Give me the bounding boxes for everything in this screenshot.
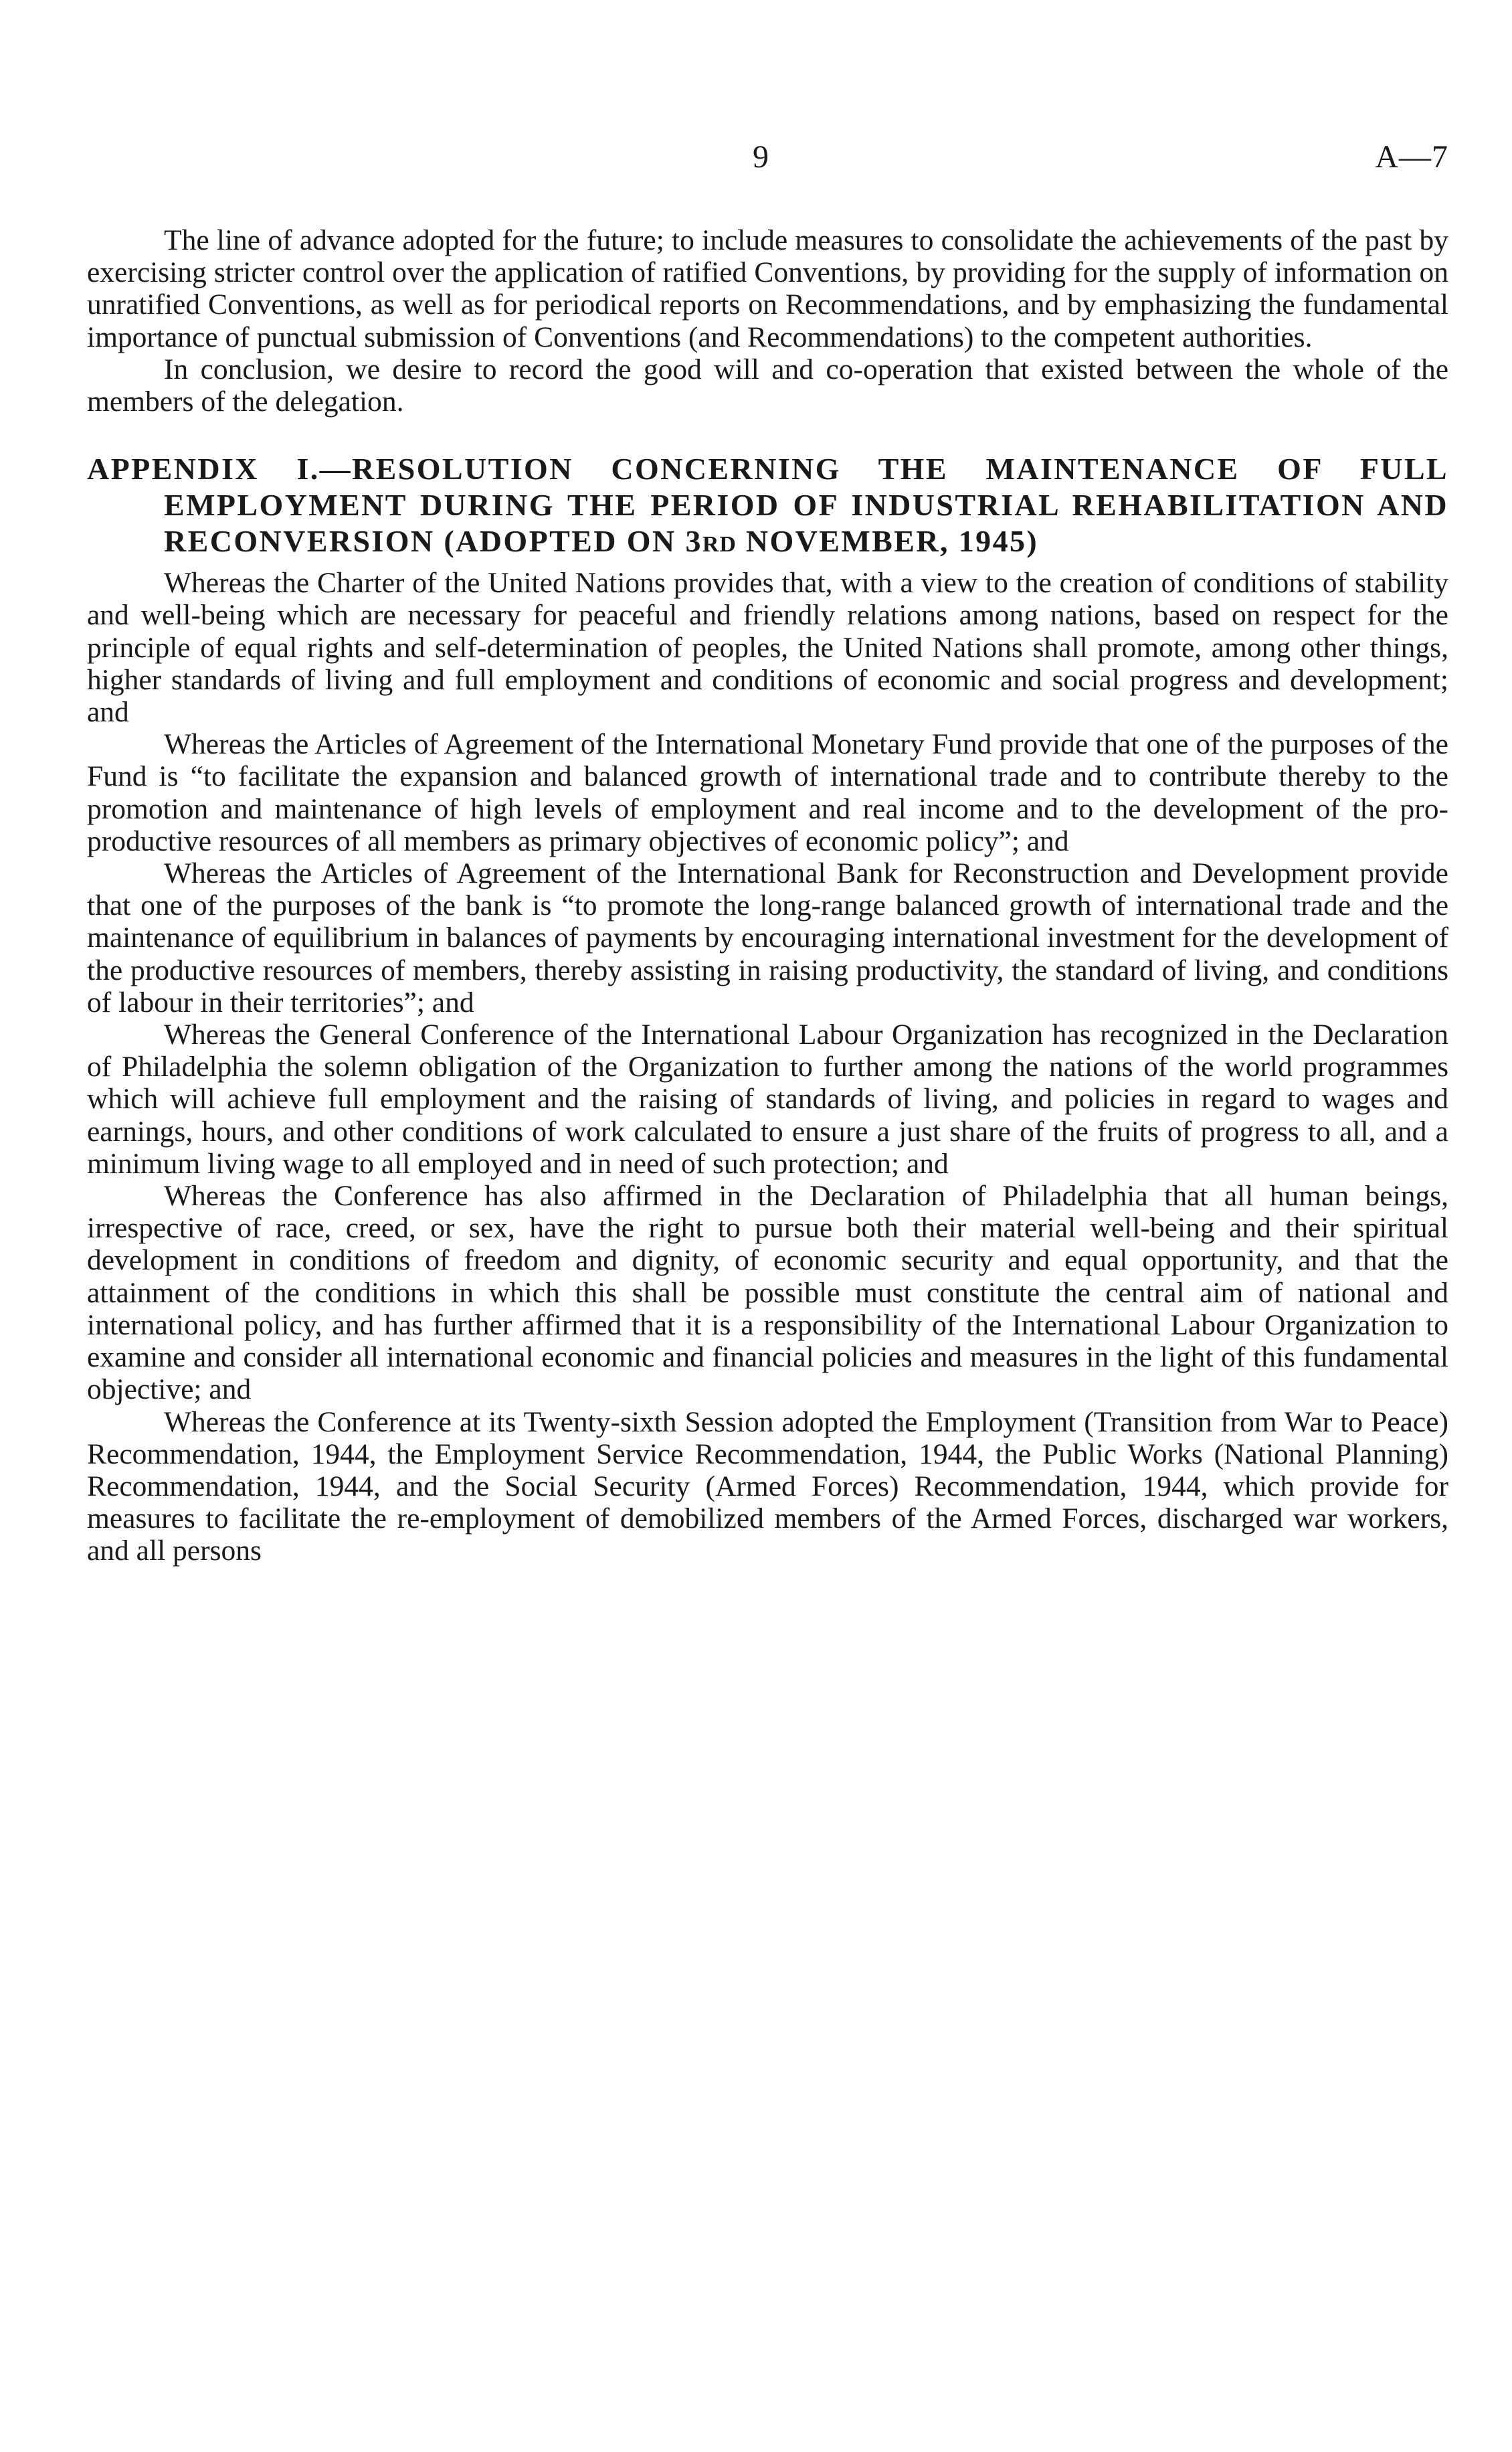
whereas-paragraph-4: Whereas the General Conference of the International Labour Organization has recognized in the Declaration of Philadelphia the solemn obligation of the Organization to further among the nations of the world programmes which will achieve full employment and the raising of standards of living, and policies in regard to wages and earnings, hours, and other conditions of work calculated to ensure a just share of the fruits of progress to all, and a minimum living wage to all employed and in need of such protection; and [87,1019,1448,1180]
appendix-heading-tail: NOVEMBER, 1945) [736,524,1039,559]
appendix-heading-ordinal: RD [702,532,737,557]
running-head [0,137,1512,177]
document-body [87,224,1448,1567]
whereas-paragraph-3: Whereas the Articles of Agreement of the International Bank for Reconstruction and Development provide that one of the purposes of the bank is “to promote the long-range balanced growth of international trade and the maintenance of equilibrium in balances of payments by encouraging international investment for the development of the productive resources of members, thereby assisting in raising productivity, the standard of living, and conditions of labour in their territories”; and [87,857,1448,1019]
series-reference: A—7 [1375,139,1448,175]
whereas-paragraph-2: Whereas the Articles of Agreement of the International Monetary Fund provide that one of the purposes of the Fund is “to facilitate the expansion and balanced growth of international trade and to contribute thereby to the promotion and maintenance of high levels of employment and real income and to the development of the pro-productive resources of all members as primary objectives of economic policy”; and [87,728,1448,857]
section-gap [87,418,1448,451]
whereas-paragraph-6: Whereas the Conference at its Twenty-sixth Session adopted the Employment (Transition from War to Peace) Recommendation, 1944, the Employment Service Recommendation, 1944, the Public Works (National Planning) Recommendation, 1944, and the Social Security (Armed Forces) Recommendation, 1944, which provide for measures to facilitate the re-employment of demobilized members of the Armed Forces, discharged war workers, and all persons [87,1405,1448,1567]
appendix-heading [87,451,1448,563]
intro-paragraph-1: The line of advance adopted for the future; to include measures to consolidate the achievements of the past by exercising stricter control over the application of ratified Conventions, by providing for the supply of information on unratified Conventions, as well as for periodical reports on Recommendations, and by emphasizing the fundamental importance of punctual submission of Conventions (and Recommendations) to the competent authorities. [87,224,1448,353]
page-number: 9 [753,139,769,175]
intro-paragraph-2: In conclusion, we desire to record the good will and co-operation that existed between the whole of the members of the delegation. [87,353,1448,418]
whereas-paragraph-1: Whereas the Charter of the United Nations provides that, with a view to the creation of conditions of stability and well-being which are necessary for peaceful and friendly relations among nations, based on respect for the principle of equal rights and self-determination of peoples, the United Nations shall promote, among other things, higher standards of living and full employment and conditions of economic and social progress and development; and [87,567,1448,729]
whereas-paragraph-5: Whereas the Conference has also affirmed in the Declaration of Philadelphia that all human beings, irrespective of race, creed, or sex, have the right to pursue both their material well-being and their spiritual development in conditions of freedom and dignity, of economic security and equal opportunity, and that the attainment of the conditions in which this shall be possible must constitute the central aim of national and international policy, and has further affirmed that it is a responsibility of the International Labour Organization to examine and consider all international economic and financial policies and measures in the light of this fundamental objective; and [87,1180,1448,1406]
appendix-heading-main: APPENDIX I.—RESOLUTION CONCERNING THE MAINTENANCE OF FULL EMPLOYMENT DURING THE PERIOD OF INDUSTRIAL REHABILITATION AND RECONVERSION (ADOPTED ON 3 [87,452,1448,559]
